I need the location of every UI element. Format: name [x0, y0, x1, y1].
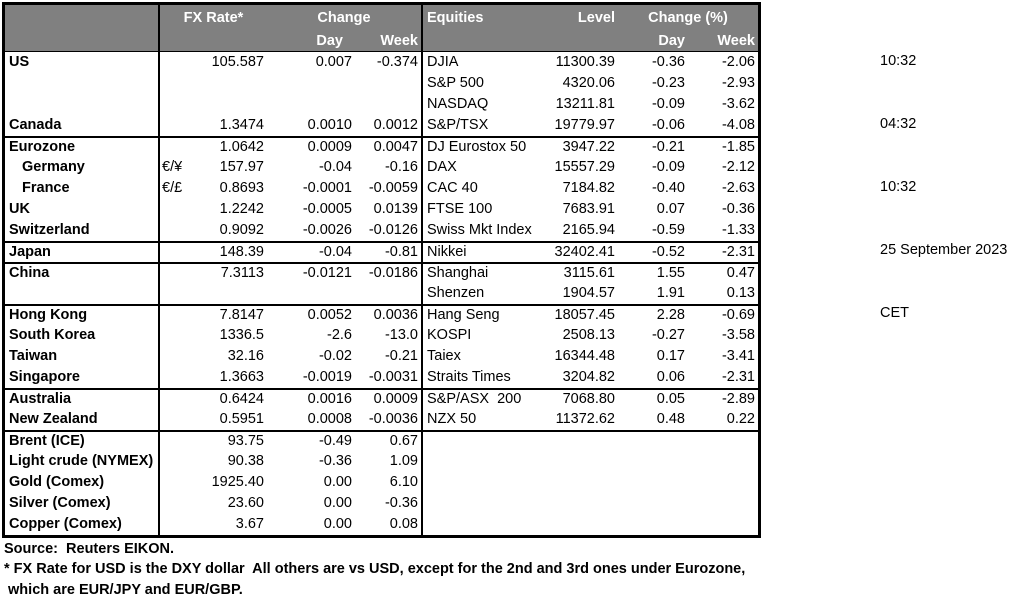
currency-pair-label [160, 243, 195, 262]
fx-row-label: Canada [5, 115, 160, 136]
equity-level-value: 1904.57 [562, 285, 615, 301]
equity-level-value: 7683.91 [562, 201, 615, 217]
fx-rate-value: 1.0642 [219, 139, 264, 155]
fx-rate-value [195, 283, 267, 304]
fx-week-change-value: -0.374 [376, 54, 418, 70]
fx-week-change-value: -0.36 [384, 495, 418, 511]
fx-week-change-value: 0.0139 [373, 201, 418, 217]
fx-day-change-value: -0.0121 [302, 265, 352, 281]
fx-table-body [5, 52, 421, 535]
fx-row-label: Australia [5, 390, 160, 409]
equity-level-value: 32402.41 [554, 244, 615, 260]
equities-table-header [423, 5, 758, 52]
fx-header-row-2 [5, 31, 421, 51]
equity-index-label: DAX [427, 159, 457, 175]
equity-index-label: S&P/ASX 200 [427, 391, 522, 407]
fx-row [5, 367, 421, 388]
currency-pair-label [160, 325, 195, 346]
fx-row [5, 451, 421, 472]
equity-level-value: 4320.06 [562, 75, 615, 91]
fx-row-label: Gold (Comex) [5, 472, 160, 493]
fx-row-label: US [5, 52, 160, 73]
fx-rate-value: 1.2242 [219, 201, 264, 217]
fx-row-label: Hong Kong [5, 306, 160, 325]
fx-table [5, 5, 421, 535]
equity-row [423, 346, 758, 367]
fx-day-change-value: 0.0009 [307, 139, 352, 155]
equity-day-change-value: -0.06 [651, 117, 685, 133]
equity-row [423, 220, 758, 241]
timezone-label: CET [880, 305, 909, 321]
equity-index-label: S&P 500 [427, 75, 484, 91]
fx-day-change-value: -2.6 [327, 327, 352, 343]
equity-week-change-value: 0.13 [726, 285, 755, 301]
currency-pair-label [160, 409, 195, 430]
fx-row [5, 304, 421, 325]
fx-row [5, 94, 421, 115]
fx-week-change-value: -0.0031 [368, 369, 418, 385]
currency-pair-label [160, 199, 195, 220]
fx-row-label: Germany [5, 157, 160, 178]
currency-pair-label [160, 306, 195, 325]
fx-rate-value: 157.97 [219, 159, 264, 175]
fx-row-label: Singapore [5, 367, 160, 388]
fx-day-change-value: 0.00 [323, 474, 352, 490]
currency-pair-label [160, 73, 195, 94]
fx-week-change-value: -0.0126 [368, 222, 418, 238]
equity-level-value: 11300.39 [555, 54, 615, 70]
fx-day-change-value: -0.49 [318, 433, 352, 449]
currency-pair-label [160, 472, 195, 493]
fx-week-change-value: -0.81 [384, 244, 418, 260]
fx-row-label: New Zealand [5, 409, 160, 430]
fx-week-change-value [355, 73, 421, 94]
fx-row-label [5, 283, 160, 304]
fx-day-change-value: -0.0026 [302, 222, 352, 238]
fx-rate-value: 90.38 [227, 453, 264, 469]
market-tables [2, 2, 761, 538]
fx-rate-value: 7.8147 [219, 307, 264, 323]
equity-level-value: 2508.13 [562, 327, 615, 343]
equity-day-change-value: -0.36 [651, 54, 685, 70]
fx-row [5, 493, 421, 514]
equities-week-header: Week [717, 33, 755, 49]
time-tertiary: 10:32 [880, 179, 917, 195]
fx-day-change-value: -0.04 [318, 159, 352, 175]
fx-row [5, 199, 421, 220]
equity-index-label: FTSE 100 [427, 201, 493, 217]
equities-level-header: Level [577, 10, 615, 26]
fx-rate-header: FX Rate* [183, 10, 244, 26]
fx-day-change-value: 0.0010 [307, 117, 352, 133]
fx-row [5, 178, 421, 199]
fx-day-change-value: 0.00 [323, 495, 352, 511]
date-label: 25 September 2023 [880, 242, 1008, 258]
fx-week-change-value: 6.10 [389, 474, 418, 490]
equity-index-label: DJIA [427, 54, 459, 70]
equity-day-change-value: 0.06 [656, 369, 685, 385]
fx-row [5, 346, 421, 367]
equity-day-change-value: -0.59 [651, 222, 685, 238]
equity-week-change-value: -2.31 [721, 244, 755, 260]
equity-index-label: NASDAQ [427, 96, 489, 112]
equities-name-header: Equities [427, 10, 484, 26]
equity-index-label: Shenzen [427, 285, 485, 301]
fx-rate-value: 93.75 [227, 433, 264, 449]
equity-row [423, 73, 758, 94]
equity-row [423, 178, 758, 199]
fx-week-change-value: 0.0047 [373, 139, 418, 155]
equity-day-change-value: 1.55 [656, 265, 685, 281]
fx-rate-value: 0.9092 [219, 222, 264, 238]
equities-header-row-1 [423, 5, 758, 31]
equity-week-change-value: -1.85 [721, 139, 755, 155]
equity-week-change-value: -3.62 [721, 96, 755, 112]
fx-day-change-value [267, 94, 355, 115]
fx-row [5, 283, 421, 304]
equity-level-value: 3947.22 [562, 139, 615, 155]
equity-index-label: Nikkei [427, 244, 467, 260]
fx-row [5, 241, 421, 262]
equity-row [423, 115, 758, 136]
equities-header-row-2 [423, 31, 758, 51]
fx-row-label: Taiwan [5, 346, 160, 367]
equity-day-change-value: -0.52 [651, 244, 685, 260]
currency-pair-label [160, 514, 195, 535]
fx-week-change-value: 0.0009 [373, 391, 418, 407]
equity-level-value: 15557.29 [554, 159, 615, 175]
currency-pair-label [160, 451, 195, 472]
fx-day-header: Day [316, 33, 343, 49]
fx-header-spacer [160, 31, 195, 51]
fx-row [5, 388, 421, 409]
fx-row-label [5, 94, 160, 115]
fx-day-change-value [267, 73, 355, 94]
fx-row-label: Silver (Comex) [5, 493, 160, 514]
equity-row [423, 157, 758, 178]
currency-pair-label [160, 94, 195, 115]
footnote-line-2: which are EUR/JPY and EUR/GBP. [4, 582, 243, 598]
equity-row [423, 409, 758, 430]
equity-week-change-value: -0.69 [721, 307, 755, 323]
fx-row [5, 52, 421, 73]
fx-rate-value [195, 94, 267, 115]
currency-pair-label [160, 115, 195, 136]
equities-table-body [423, 52, 758, 430]
currency-pair-label [160, 264, 195, 283]
fx-rate-value [195, 73, 267, 94]
fx-row-label: Light crude (NYMEX) [5, 451, 160, 472]
equity-row [423, 241, 758, 262]
fx-week-change-value: 0.0012 [373, 117, 418, 133]
fx-row [5, 325, 421, 346]
fx-day-change-value: 0.00 [323, 516, 352, 532]
fx-row-label: South Korea [5, 325, 160, 346]
equity-index-label: Shanghai [427, 265, 489, 281]
fx-rate-value: 1.3663 [219, 369, 264, 385]
fx-header-row-1 [5, 5, 421, 31]
fx-row-label: France [5, 178, 160, 199]
fx-rate-value: 3.67 [235, 516, 264, 532]
equity-week-change-value: -2.63 [721, 180, 755, 196]
equity-day-change-value: 2.28 [656, 307, 685, 323]
fx-change-header: Change [317, 10, 371, 26]
currency-pair-label [160, 432, 195, 451]
fx-week-change-value: 0.08 [389, 516, 418, 532]
equity-index-label: CAC 40 [427, 180, 478, 196]
equities-empty-area [423, 430, 758, 535]
equity-week-change-value: -2.06 [721, 54, 755, 70]
fx-day-change-value: -0.0005 [302, 201, 352, 217]
fx-rate-value: 0.5951 [219, 411, 264, 427]
fx-row-label: UK [5, 199, 160, 220]
time-secondary: 04:32 [880, 116, 917, 132]
fx-week-change-value [355, 283, 421, 304]
equity-day-change-value: -0.09 [651, 159, 685, 175]
equity-week-change-value: -2.93 [721, 75, 755, 91]
equity-day-change-value: -0.27 [651, 327, 685, 343]
fx-row-label [5, 73, 160, 94]
equity-index-label: Swiss Mkt Index [427, 222, 532, 238]
fx-row [5, 514, 421, 535]
fx-day-change-value: 0.0052 [307, 307, 352, 323]
source-line: Source: Reuters EIKON. [4, 541, 175, 557]
equity-row [423, 283, 758, 304]
fx-header-corner [5, 5, 160, 31]
fx-row-label: China [5, 264, 160, 283]
equity-day-change-value: -0.21 [651, 139, 685, 155]
equity-level-value: 11372.62 [555, 411, 615, 427]
equities-table [421, 5, 758, 535]
fx-week-change-value: 0.0036 [373, 307, 418, 323]
equity-index-label: Hang Seng [427, 307, 500, 323]
fx-rate-value: 1.3474 [219, 117, 264, 133]
fx-day-change-value: 0.0008 [307, 411, 352, 427]
fx-row [5, 136, 421, 157]
fx-week-change-value: 0.67 [389, 433, 418, 449]
equity-week-change-value: -3.41 [721, 348, 755, 364]
equities-day-header: Day [658, 33, 685, 49]
equity-level-value: 18057.45 [554, 307, 615, 323]
equity-day-change-value: 1.91 [656, 285, 685, 301]
equity-level-value: 16344.48 [554, 348, 615, 364]
equity-week-change-value: 0.22 [726, 411, 755, 427]
equity-day-change-value: -0.23 [651, 75, 685, 91]
equity-index-label: KOSPI [427, 327, 472, 343]
equity-week-change-value: -0.36 [721, 201, 755, 217]
fx-row-label: Eurozone [5, 138, 160, 157]
equity-level-value: 19779.97 [554, 117, 615, 133]
fx-row-label: Switzerland [5, 220, 160, 241]
equity-index-label: Taiex [427, 348, 461, 364]
equities-change-header: Change (%) [648, 10, 728, 26]
fx-week-change-value: -0.0059 [368, 180, 418, 196]
equity-row [423, 52, 758, 73]
fx-rate-value: 1336.5 [219, 327, 264, 343]
equity-level-value: 7184.82 [562, 180, 615, 196]
fx-day-change-value: 0.0016 [307, 391, 352, 407]
equity-index-label: NZX 50 [427, 411, 477, 427]
currency-pair-label [160, 346, 195, 367]
fx-week-change-value: 1.09 [389, 453, 418, 469]
fx-rate-value: 148.39 [219, 244, 264, 260]
fx-day-change-value: -0.0001 [302, 180, 352, 196]
equity-day-change-value: 0.17 [656, 348, 685, 364]
fx-week-change-value: -0.0186 [368, 265, 418, 281]
fx-day-change-value [267, 283, 355, 304]
equity-row [423, 199, 758, 220]
fx-day-change-value: -0.04 [318, 244, 352, 260]
fx-row [5, 409, 421, 430]
currency-pair-label [160, 283, 195, 304]
fx-rate-value: 105.587 [211, 54, 264, 70]
fx-row-label: Brent (ICE) [5, 432, 160, 451]
currency-pair-label: €/£ [162, 180, 183, 196]
fx-rate-value: 23.60 [227, 495, 264, 511]
fx-row [5, 157, 421, 178]
currency-pair-label [160, 138, 195, 157]
fx-table-header [5, 5, 421, 52]
fx-row [5, 472, 421, 493]
fx-row-label: Japan [5, 243, 160, 262]
equities-header-spacer [423, 31, 554, 51]
fx-header-spacer [195, 31, 267, 51]
currency-pair-label [160, 390, 195, 409]
equity-row [423, 388, 758, 409]
equity-index-label: S&P/TSX [427, 117, 489, 133]
equity-level-value: 13211.81 [555, 96, 615, 112]
equity-row [423, 94, 758, 115]
equity-week-change-value: -1.33 [721, 222, 755, 238]
fx-rate-value: 0.8693 [219, 180, 264, 196]
time-local: 10:32 [880, 53, 917, 69]
fx-day-change-value: -0.36 [318, 453, 352, 469]
equity-week-change-value: -4.08 [721, 117, 755, 133]
fx-row [5, 73, 421, 94]
equity-day-change-value: -0.09 [651, 96, 685, 112]
equity-row [423, 262, 758, 283]
currency-pair-label [160, 367, 195, 388]
equity-level-value: 2165.94 [562, 222, 615, 238]
fx-day-change-value: -0.02 [318, 348, 352, 364]
fx-rate-value: 32.16 [227, 348, 264, 364]
equity-day-change-value: -0.40 [651, 180, 685, 196]
equity-row [423, 304, 758, 325]
equity-row [423, 367, 758, 388]
fx-rate-value: 0.6424 [219, 391, 264, 407]
equity-row [423, 325, 758, 346]
equity-index-label: Straits Times [427, 369, 511, 385]
timestamp-block [880, 9, 1007, 366]
fx-rate-value: 7.3113 [220, 265, 264, 281]
equity-week-change-value: -3.58 [721, 327, 755, 343]
fx-row [5, 115, 421, 136]
fx-week-change-value: -13.0 [384, 327, 418, 343]
fx-week-header: Week [380, 33, 418, 49]
fx-day-change-value: -0.0019 [302, 369, 352, 385]
currency-pair-label [160, 220, 195, 241]
fx-row [5, 220, 421, 241]
fx-row [5, 430, 421, 451]
fx-week-change-value: -0.16 [384, 159, 418, 175]
equity-day-change-value: 0.48 [656, 411, 685, 427]
equity-day-change-value: 0.07 [656, 201, 685, 217]
fx-header-corner-2 [5, 31, 160, 51]
equity-index-label: DJ Eurostox 50 [427, 139, 527, 155]
equity-week-change-value: -2.12 [721, 159, 755, 175]
fx-week-change-value: -0.21 [384, 348, 418, 364]
equity-row [423, 136, 758, 157]
fx-row-label: Copper (Comex) [5, 514, 160, 535]
equity-week-change-value: 0.47 [726, 265, 755, 281]
equity-week-change-value: -2.31 [721, 369, 755, 385]
fx-day-change-value: 0.007 [315, 54, 352, 70]
fx-rate-value: 1925.40 [211, 474, 264, 490]
fx-week-change-value [355, 94, 421, 115]
equities-header-spacer [554, 31, 618, 51]
equity-level-value: 3204.82 [562, 369, 615, 385]
footnote-line-1: * FX Rate for USD is the DXY dollar All others are vs USD, except for the 2nd and 3rd ones under Eurozone, [4, 561, 746, 577]
equity-day-change-value: 0.05 [656, 391, 685, 407]
currency-pair-label [160, 493, 195, 514]
fx-row [5, 262, 421, 283]
fx-week-change-value: -0.0036 [368, 411, 418, 427]
currency-pair-label [160, 52, 195, 73]
equity-week-change-value: -2.89 [721, 391, 755, 407]
equity-level-value: 7068.80 [562, 391, 615, 407]
currency-pair-label: €/¥ [162, 159, 183, 175]
equity-level-value: 3115.61 [563, 265, 615, 281]
